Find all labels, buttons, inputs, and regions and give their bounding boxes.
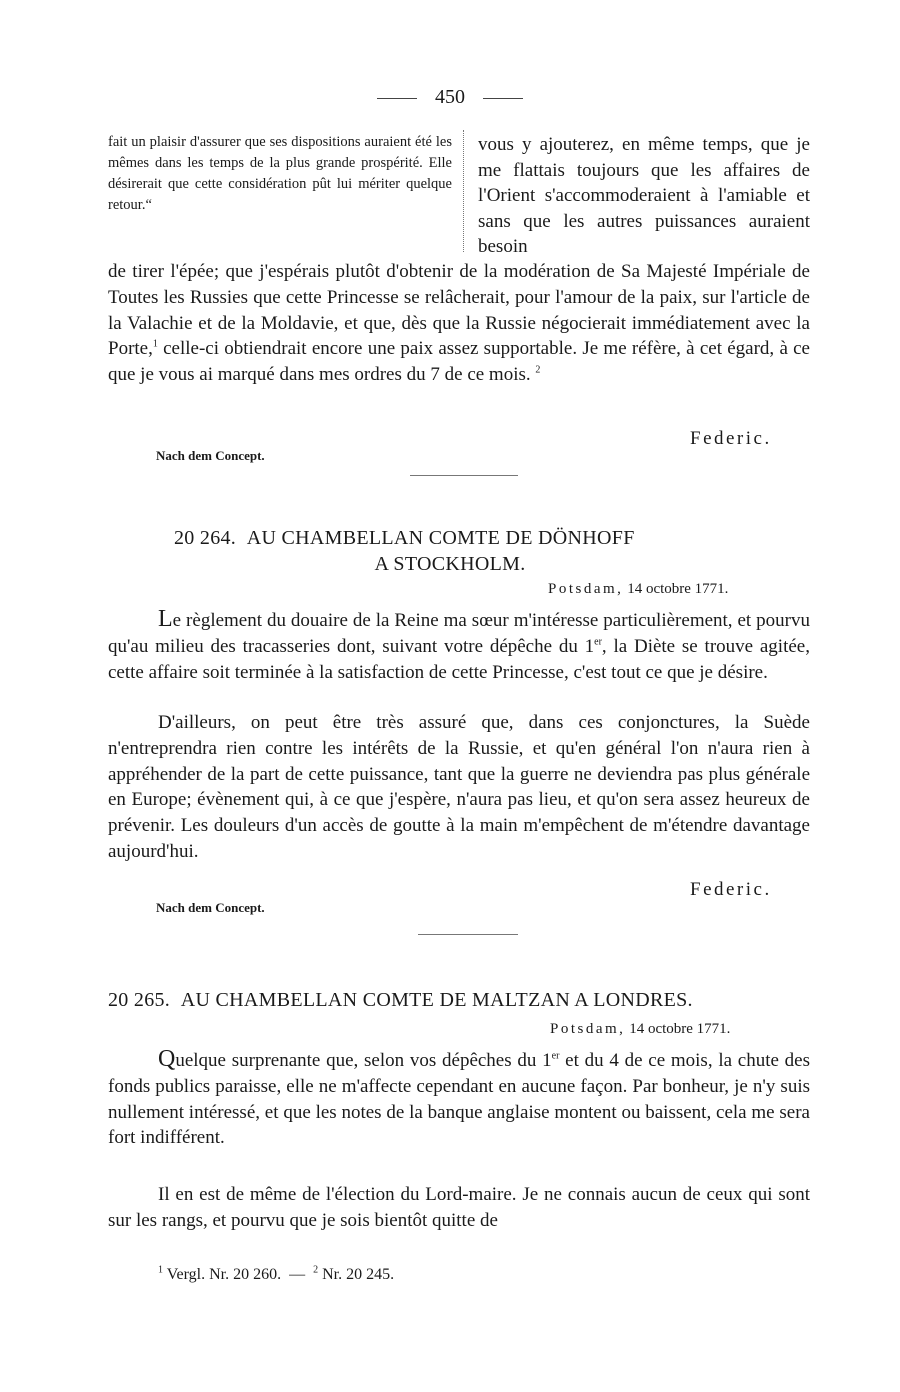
page-number [0, 86, 900, 109]
letter-20264-heading [174, 527, 635, 550]
letter-20265-p1-a: uelque surprenante que, selon vos dépêches du 1 [175, 1050, 552, 1071]
right-column-text: vous y ajouterez, en même temps, que je me flattais toujours que les affaires de l'Orient s'accommoderaient à l'amiable et sans que les autres puissances auraient besoin [478, 134, 810, 257]
letter-20265-paragraph-1 [108, 1047, 810, 1151]
page-number-rule-left [377, 98, 417, 99]
column-divider [463, 130, 464, 252]
letter-20264-paragraph-2: D'ailleurs, on peut être très assuré que, dans ces conjonctures, la Suède n'entreprendra rien contre les intérêts de la Russie, et qu'en général l'on n'aura rien à appréhender de la part de cette puissance, tant que la guerre ne deviendra pas plus générale en Europe; évènement qui, à ce que j'espère, n'aura pas lieu, et qu'on sera assez heureux de prévenir. Les douleurs d'un accès de goutte à la main m'empêchent de m'étendre davantage aujourd'hui. [108, 712, 810, 862]
letter-20264-place: Potsdam, [548, 581, 624, 597]
page-number-text: 450 [435, 86, 465, 108]
letter-20265-number: 20 265. [108, 989, 171, 1011]
letter-20265-paragraph-2: Il en est de même de l'élection du Lord-maire. Je ne connais aucun de ceux qui sont sur les rangs, et pourvu que je sois bientôt quitte de [108, 1184, 810, 1231]
left-column-text: fait un plaisir d'assurer que ses dispositions auraient été les mêmes dans les temps de la plus grande prospérité. Elle désirerait que cette considération pût lui mériter quelque retour.“ [108, 134, 452, 213]
letter-20264-dateline [548, 581, 728, 598]
footnote-ref-2: 2 [535, 364, 541, 376]
continuation-part2: celle-ci obtiendrait encore une paix assez supportable. Je me réfère, à cet égard, à ce que je vous ai marqué dans mes ordres du 7 de ce mois. [108, 338, 810, 386]
footnote-2-text: Nr. 20 245. [322, 1266, 395, 1283]
letter-20264-p1-sup: er [594, 636, 602, 648]
letter-20265-p1-sup: er [551, 1050, 560, 1062]
letter-20264-date: 14 octobre 1771. [627, 581, 729, 597]
letter-20265-p1-b: et du 4 de ce mois, la chute des fonds publics paraisse, elle ne m'affecte cependant en aucune façon. Par bonheur, je n'y suis nullement intéressé, et que les notes de la banque anglaise montent ou baissent, cela me sera fort indifférent. [108, 1050, 810, 1149]
footnote-1-text: Vergl. Nr. 20 260. [166, 1266, 282, 1283]
separator-1 [410, 475, 518, 476]
signature-1: Federic. [690, 428, 772, 449]
continuation-paragraph [108, 259, 810, 388]
footnotes [158, 1266, 394, 1284]
letter-20265-heading [108, 989, 693, 1012]
page-number-rule-right [483, 98, 523, 99]
letter-20265-place: Potsdam, [550, 1021, 626, 1037]
letter-20265-dateline [550, 1021, 730, 1038]
letter-20264-paragraph-1 [108, 607, 810, 685]
letter-20264-p1-b: , la Diète se trouve agitée, cette affaire soit terminée à la satisfaction de cette Princesse, c'est tout ce que je désire. [108, 635, 810, 683]
letter-20264-heading-line1: AU CHAMBELLAN COMTE DE DÖNHOFF [246, 527, 635, 549]
footnote-1-mark: 1 [158, 1264, 163, 1276]
footnote-ref-1: 1 [152, 339, 158, 351]
continuation-part1: de tirer l'épée; que j'espérais plutôt d'obtenir de la modération de Sa Majesté Impériale de Toutes les Russies que cette Princesse se relâcherait, pour l'amour de la paix, sur l'article de la Valachie et de la Moldavie, et que, dès que la Russie négocierait immédiatement avec la Porte, [108, 261, 810, 360]
letter-20265-heading-text: AU CHAMBELLAN COMTE DE MALTZAN A LONDRES. [180, 989, 693, 1011]
letter-20264-number: 20 264. [174, 527, 237, 549]
letter-20264-signature: Federic. [690, 879, 772, 900]
letter-20264-heading-line2: A STOCKHOLM. [374, 553, 526, 575]
letter-20264-initial: L [158, 606, 173, 632]
separator-2 [418, 934, 518, 935]
letter-20265-initial: Q [158, 1046, 176, 1072]
letter-20265-date: 14 octobre 1771. [629, 1021, 731, 1037]
footnote-separator: — [289, 1266, 306, 1283]
letter-20264-source: Nach dem Concept. [156, 900, 265, 915]
footnote-2-mark: 2 [313, 1264, 319, 1276]
letter-20264-p1-a: e règlement du douaire de la Reine ma sœur m'intéresse particulièrement, et pourvu qu'au milieu des tracasseries dont, suivant votre dépêche du 1 [108, 610, 810, 657]
source-note-1: Nach dem Concept. [156, 448, 265, 463]
